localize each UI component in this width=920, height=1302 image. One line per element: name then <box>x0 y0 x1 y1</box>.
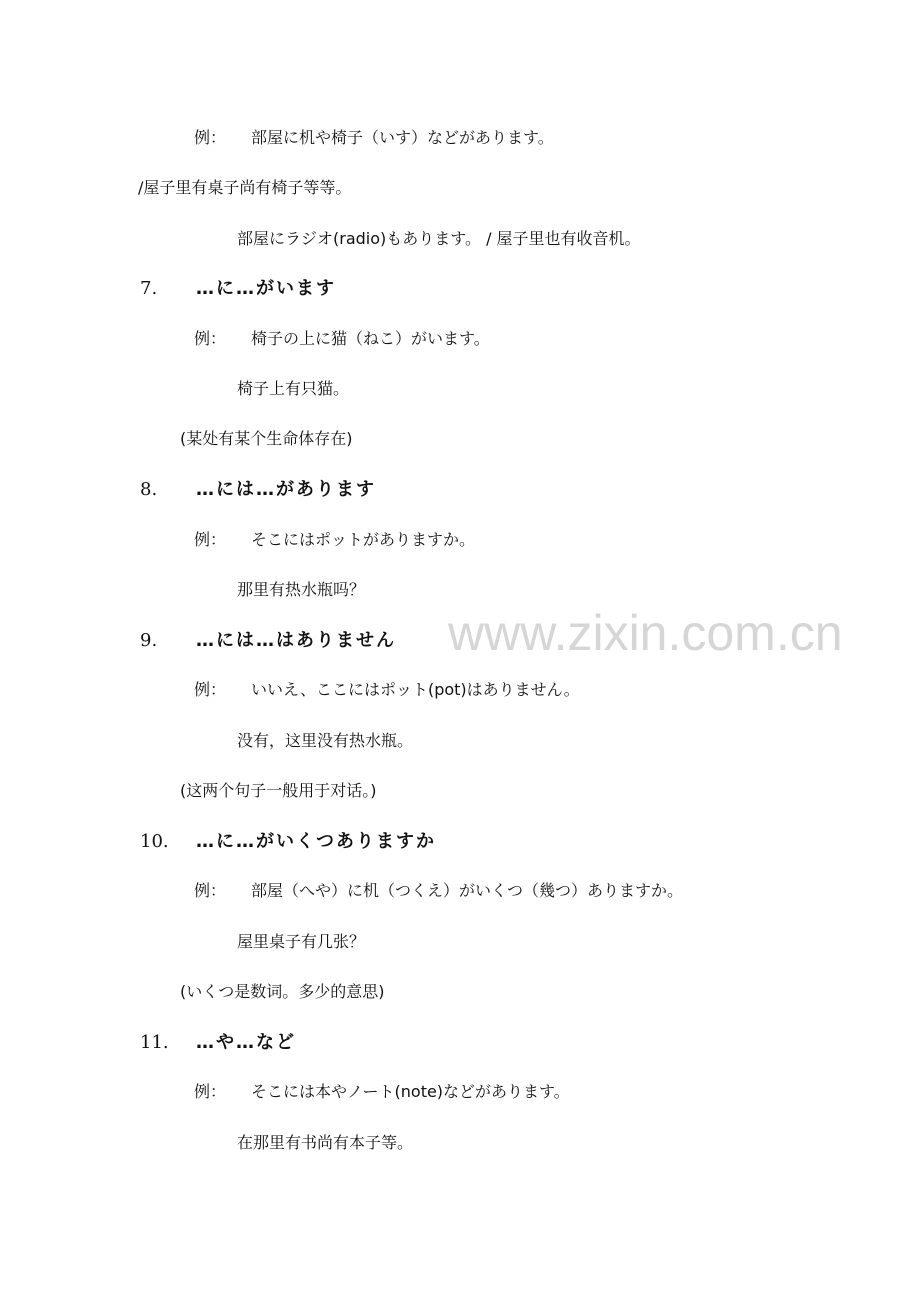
watermark-text: www.zixin.com.cn <box>448 605 843 661</box>
section-number: 10. <box>140 831 169 852</box>
example-japanese: いいえ、ここにはポット(pot)はありません。 <box>251 680 580 699</box>
section-number: 7. <box>140 278 158 299</box>
section-number: 9. <box>140 630 158 651</box>
usage-note: (いくつ是数词。多少的意思) <box>180 982 385 1001</box>
example-label: 例： <box>194 1082 227 1101</box>
grammar-pattern: …に…がいくつありますか <box>196 831 436 852</box>
grammar-pattern: …や…など <box>196 1032 296 1053</box>
usage-note: (某处有某个生命体存在) <box>180 429 353 448</box>
example-translation: 没有，这里没有热水瓶。 <box>237 731 414 750</box>
example-label: 例： <box>194 329 227 348</box>
usage-note: (这两个句子一般用于对话。) <box>180 781 377 800</box>
section-number: 11. <box>140 1032 169 1053</box>
example-japanese: 椅子の上に猫（ねこ）がいます。 <box>251 329 490 348</box>
example-japanese: そこにはポットがありますか。 <box>251 530 476 549</box>
example-label: 例： <box>194 530 227 549</box>
example-translation: /屋子里有桌子尚有椅子等等。 <box>138 178 352 197</box>
example-japanese: 部屋（へや）に机（つくえ）がいくつ（幾つ）ありますか。 <box>251 881 684 900</box>
grammar-pattern: …に…がいます <box>196 278 336 299</box>
example-label: 例： <box>194 128 227 147</box>
example-translation: 椅子上有只猫。 <box>237 379 350 398</box>
example-translation: 屋里桌子有几张？ <box>237 932 366 951</box>
example-label: 例： <box>194 680 227 699</box>
example-japanese: そこには本やノート(note)などがあります。 <box>251 1082 570 1101</box>
example-translation: 那里有热水瓶吗？ <box>237 580 366 599</box>
example-japanese: 部屋に机や椅子（いす）などがあります。 <box>251 128 554 147</box>
example-japanese: 部屋にラジオ(radio)もあります。 / 屋子里也有收音机。 <box>237 229 641 248</box>
grammar-pattern: …には…はありません <box>196 630 396 651</box>
grammar-pattern: …には…があります <box>196 479 376 500</box>
section-number: 8. <box>140 479 158 500</box>
example-label: 例： <box>194 881 227 900</box>
example-translation: 在那里有书尚有本子等。 <box>237 1133 414 1152</box>
